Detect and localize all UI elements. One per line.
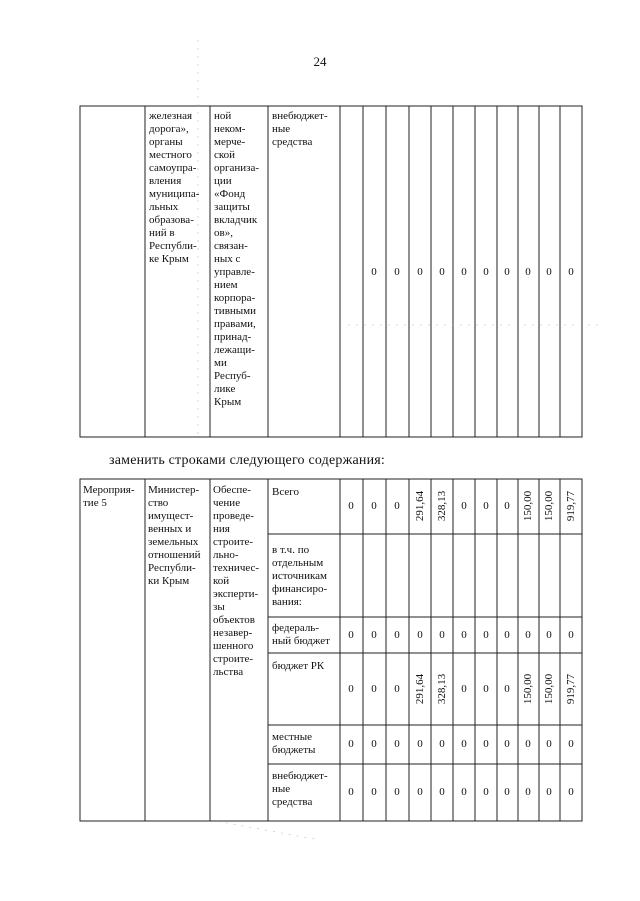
row6-value-4: 0 [417,786,423,798]
row4-value-7: 0 [483,683,489,695]
row6-value-9: 0 [525,786,531,798]
top-value-6: 0 [483,266,489,278]
row5-value-7: 0 [483,738,489,750]
top-source-cell: внебюджет- ные средства [272,110,328,148]
row3-value-5: 0 [439,629,445,641]
row6-value-10: 0 [546,786,552,798]
row4-value-6: 0 [461,683,467,695]
row3-value-2: 0 [371,629,377,641]
row1-value-9: 150,00 [522,490,534,522]
row3-value-4: 0 [417,629,423,641]
row4-value-4: 291,64 [414,673,426,705]
page-number: 24 [313,54,327,69]
row5-value-3: 0 [394,738,400,750]
row1-value-4: 291,64 [414,490,426,522]
row3-value-6: 0 [461,629,467,641]
top-value-3: 0 [417,266,423,278]
row6-value-1: 0 [348,786,354,798]
top-value-5: 0 [461,266,467,278]
top-value-9: 0 [546,266,552,278]
source-extrabudget: внебюджет- ные средства [272,770,328,808]
top-purpose-cell: ной неком- мерче- ской организа- ции «Фонд защиты вкладчик ов», связан- ных с управле- нием корпора- тивными правами, принад- лежащи- ми Респуб- лике Крым [214,110,260,408]
measure-cell: Мероприя- тие 5 [83,484,135,509]
row3-value-1: 0 [348,629,354,641]
row3-value-10: 0 [546,629,552,641]
row5-value-1: 0 [348,738,354,750]
replacement-caption: заменить строками следующего содержания: [109,453,386,468]
row1-value-6: 0 [461,500,467,512]
row5-value-8: 0 [504,738,510,750]
row4-value-9: 150,00 [522,673,534,705]
row6-value-5: 0 [439,786,445,798]
row1-value-2: 0 [371,500,377,512]
top-value-2: 0 [394,266,400,278]
row5-value-2: 0 [371,738,377,750]
row1-value-5: 328,13 [436,490,448,522]
top-value-7: 0 [504,266,510,278]
top-value-10: 0 [568,266,574,278]
row6-value-7: 0 [483,786,489,798]
row5-value-5: 0 [439,738,445,750]
row4-value-8: 0 [504,683,510,695]
row1-value-11: 919,77 [565,490,577,522]
row4-value-10: 150,00 [543,673,555,705]
row1-value-3: 0 [394,500,400,512]
top-value-8: 0 [525,266,531,278]
row6-value-8: 0 [504,786,510,798]
row6-value-11: 0 [568,786,574,798]
row5-value-6: 0 [461,738,467,750]
top-value-1: 0 [371,266,377,278]
row5-value-11: 0 [568,738,574,750]
bottom-executor-cell: Министер- ство имущест- венных и земельных отношений Республи- ки Крым [148,484,201,587]
row1-value-10: 150,00 [543,490,555,522]
row6-value-6: 0 [461,786,467,798]
source-breakdown: в т.ч. по отдельным источникам финансиро- вания: [272,544,328,608]
row3-value-11: 0 [568,629,574,641]
source-local: местные бюджеты [272,731,316,756]
row4-value-5: 328,13 [436,673,448,705]
source-federal: федераль- ный бюджет [272,622,330,647]
bottom-purpose-cell: Обеспе- чение проведе- ния строите- льно- техничес- кой эксперти- зы объектов незавер- шенного строите- льства [213,484,260,678]
row4-value-11: 919,77 [565,673,577,705]
row5-value-9: 0 [525,738,531,750]
row3-value-3: 0 [394,629,400,641]
row5-value-10: 0 [546,738,552,750]
row5-value-4: 0 [417,738,423,750]
row4-value-2: 0 [371,683,377,695]
row4-value-1: 0 [348,683,354,695]
row1-value-1: 0 [348,500,354,512]
top-executor-cell: железная дорога», органы местного самоупра- вления муниципа- льных образова- ний в Республи- ке Крым [149,110,200,265]
row6-value-2: 0 [371,786,377,798]
source-rk-budget: бюджет РК [272,660,325,672]
row6-value-3: 0 [394,786,400,798]
row1-value-8: 0 [504,500,510,512]
top-value-4: 0 [439,266,445,278]
row3-value-7: 0 [483,629,489,641]
row3-value-8: 0 [504,629,510,641]
source-total: Всего [272,486,299,498]
row1-value-7: 0 [483,500,489,512]
row4-value-3: 0 [394,683,400,695]
row3-value-9: 0 [525,629,531,641]
